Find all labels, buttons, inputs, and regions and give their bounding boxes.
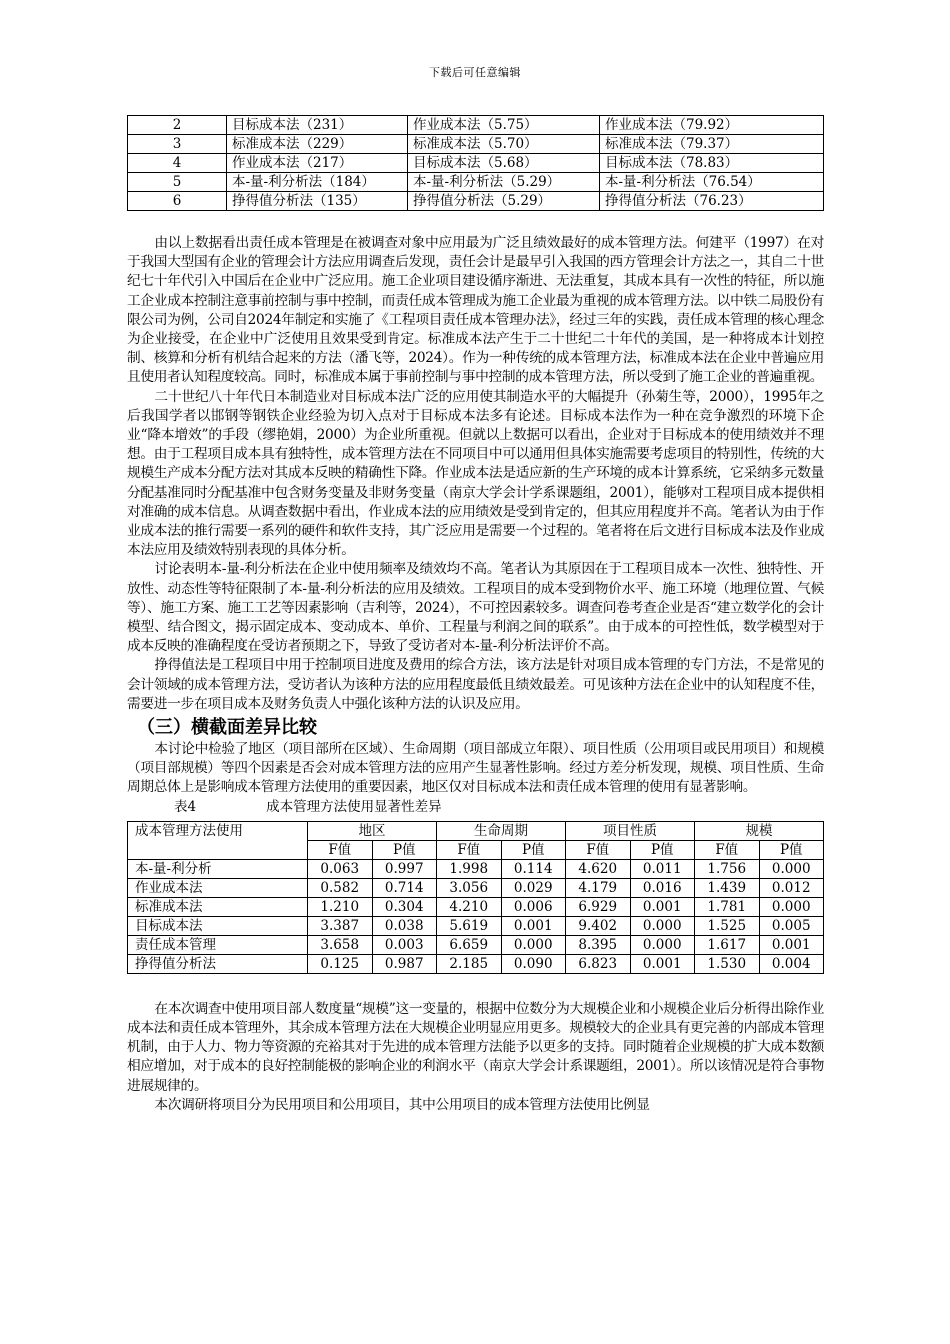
p-value-cell: 0.000 <box>759 897 824 916</box>
table-row <box>128 916 824 935</box>
rank-cell: 6 <box>128 192 227 211</box>
rank-cell: 4 <box>128 154 227 173</box>
method-name-cell: 作业成本法 <box>128 878 308 897</box>
p-value-cell: 0.016 <box>630 878 695 897</box>
f-value-cell: 3.056 <box>437 878 502 897</box>
count-cell: 作业成本法（217） <box>227 154 408 173</box>
frequency-cell: 目标成本法（5.68） <box>408 154 600 173</box>
count-cell: 标准成本法（229） <box>227 135 408 154</box>
f-header: F值 <box>437 840 502 859</box>
rank-cell: 5 <box>128 173 227 192</box>
table-row <box>128 154 824 173</box>
p-header: P值 <box>630 840 695 859</box>
f-value-cell: 4.179 <box>566 878 631 897</box>
performance-cell: 本-量-利分析法（76.54） <box>600 173 824 192</box>
f-value-cell: 1.756 <box>695 859 760 878</box>
performance-cell: 目标成本法（78.83） <box>600 154 824 173</box>
f-value-cell: 0.582 <box>308 878 373 897</box>
table-row <box>128 116 824 135</box>
p-value-cell: 0.001 <box>759 935 824 954</box>
p-value-cell: 0.038 <box>372 916 437 935</box>
f-value-cell: 4.210 <box>437 897 502 916</box>
f-value-cell: 4.620 <box>566 859 631 878</box>
f-value-cell: 6.929 <box>566 897 631 916</box>
body-paragraph: 本次调研将项目分为民用项目和公用项目，其中公用项目的成本管理方法使用比例显 <box>154 1096 650 1113</box>
p-value-cell: 0.000 <box>501 935 566 954</box>
group-header: 规模 <box>695 821 824 840</box>
f-value-cell: 3.387 <box>308 916 373 935</box>
p-value-cell: 0.011 <box>630 859 695 878</box>
table-row <box>128 135 824 154</box>
performance-cell: 挣得值分析法（76.23） <box>600 192 824 211</box>
body-paragraph: 挣得值法是工程项目中用于控制项目进度及费用的综合方法，该方法是针对项目成本管理的专门方法，不是常见的会计领域的成本管理方法，受访者认为该种方法的应用程度最低且绩效最差。可见该种方法在企业中的认知程度不佳，需要进一步在项目成本及财务负责人中强化该种方法的认识及应用。 <box>127 657 824 712</box>
corner-blank <box>128 840 308 859</box>
p-value-cell: 0.114 <box>501 859 566 878</box>
table-subheader-row <box>128 840 824 859</box>
count-cell: 目标成本法（231） <box>227 116 408 135</box>
f-header: F值 <box>695 840 760 859</box>
p-value-cell: 0.000 <box>630 916 695 935</box>
f-value-cell: 0.125 <box>308 954 373 973</box>
p-value-cell: 0.029 <box>501 878 566 897</box>
p-value-cell: 0.003 <box>372 935 437 954</box>
method-name-cell: 目标成本法 <box>128 916 308 935</box>
significance-table <box>127 821 824 974</box>
group-header: 生命周期 <box>437 821 566 840</box>
count-cell: 本-量-利分析法（184） <box>227 173 408 192</box>
rank-cell: 3 <box>128 135 227 154</box>
frequency-cell: 作业成本法（5.75） <box>408 116 600 135</box>
p-value-cell: 0.012 <box>759 878 824 897</box>
ranking-table <box>127 115 824 211</box>
p-value-cell: 0.000 <box>759 859 824 878</box>
f-value-cell: 1.525 <box>695 916 760 935</box>
f-value-cell: 6.659 <box>437 935 502 954</box>
table-title: 成本管理方法使用显著性差异 <box>266 798 442 815</box>
f-value-cell: 3.658 <box>308 935 373 954</box>
p-header: P值 <box>501 840 566 859</box>
p-value-cell: 0.090 <box>501 954 566 973</box>
p-value-cell: 0.005 <box>759 916 824 935</box>
p-value-cell: 0.001 <box>630 954 695 973</box>
performance-cell: 作业成本法（79.92） <box>600 116 824 135</box>
body-paragraph: 在本次调查中使用项目部人数度量“规模”这一变量的，根据中位数分为大规模企业和小规模企业后分析得出除作业成本法和责任成本管理外，其余成本管理方法在大规模企业明显应用更多。规模较大的企业具有更完善的内部成本管理机制，由于人力、物力等资源的充裕其对于先进的成本管理方法能予以更多的支持。同时随着企业规模的扩大成本数额相应增加，对于成本的良好控制能极的影响企业的利润水平（南京大学会计系课题组，2001）。所以该情况是符合事物进展规律的。 <box>127 1000 824 1094</box>
f-value-cell: 1.781 <box>695 897 760 916</box>
table-header-row <box>128 821 824 840</box>
p-value-cell: 0.304 <box>372 897 437 916</box>
f-value-cell: 8.395 <box>566 935 631 954</box>
f-header: F值 <box>308 840 373 859</box>
p-value-cell: 0.000 <box>630 935 695 954</box>
body-paragraph: 由以上数据看出责任成本管理是在被调查对象中应用最为广泛且绩效最好的成本管理方法。何建平（1997）在对于我国大型国有企业的管理会计方法应用调查后发现，责任会计是最早引入我国的西方管理会计方法之一，其自二十世纪七十年代引入中国后在企业中广泛应用。施工企业项目建设循序渐进、无法重复，其成本具有一次性的特征，所以施工企业成本控制注意事前控制与事中控制，而责任成本管理成为施工企业最为重视的成本管理方法。以中铁二局股份有限公司为例，公司自2024年制定和实施了《工程项目责任成本管理办法》，经过三年的实践，责任成本管理的核心理念为企业接受，在企业中广泛使用且效果受到肯定。标准成本法产生于二十世纪二十年代的美国，是一种将成本计划控制、核算和分析有机结合起来的方法（潘飞等，2024）。作为一种传统的成本管理方法，标准成本法在企业中普遍应用且使用者认知程度较高。同时，标准成本属于事前控制与事中控制的成本管理方法，所以受到了施工企业的普遍重视。 <box>127 235 824 386</box>
f-value-cell: 1.439 <box>695 878 760 897</box>
p-value-cell: 0.006 <box>501 897 566 916</box>
table-row <box>128 192 824 211</box>
group-header: 地区 <box>308 821 437 840</box>
method-name-cell: 责任成本管理 <box>128 935 308 954</box>
table-row <box>128 173 824 192</box>
table-caption <box>174 798 824 817</box>
f-value-cell: 1.530 <box>695 954 760 973</box>
count-cell: 挣得值分析法（135） <box>227 192 408 211</box>
table-row <box>128 954 824 973</box>
method-name-cell: 标准成本法 <box>128 897 308 916</box>
p-value-cell: 0.714 <box>372 878 437 897</box>
body-paragraph: 讨论表明本-量-利分析法在企业中使用频率及绩效均不高。笔者认为其原因在于工程项目成本一次性、独特性、开放性、动态性等特征限制了本-量-利分析法的应用及绩效。工程项目的成本受到物价水平、施工环境（地理位置、气候等）、施工方案、施工工艺等因素影响（吉利等，2024），不可控因素较多。调查问卷考查企业是否“建立数学化的会计模型、结合图文，揭示固定成本、变动成本、单价、工程量与利润之间的联系”。由于成本的可控性低，数学模型对于成本反映的准确程度在受访者预期之下，导致了受访者对本-量-利分析法评价不高。 <box>127 561 824 655</box>
table-row <box>128 878 824 897</box>
method-name-cell: 本-量-利分析 <box>128 859 308 878</box>
f-value-cell: 2.185 <box>437 954 502 973</box>
p-value-cell: 0.004 <box>759 954 824 973</box>
table-label: 表4 <box>174 798 197 815</box>
f-header: F值 <box>566 840 631 859</box>
frequency-cell: 本-量-利分析法（5.29） <box>408 173 600 192</box>
performance-cell: 标准成本法（79.37） <box>600 135 824 154</box>
p-header: P值 <box>372 840 437 859</box>
f-value-cell: 1.998 <box>437 859 502 878</box>
section-heading: （三）横截面差异比较 <box>137 717 317 739</box>
document-body <box>127 115 824 1115</box>
body-paragraph: 本讨论中检验了地区（项目部所在区域）、生命周期（项目部成立年限）、项目性质（公用项目或民用项目）和规模（项目部规模）等四个因素是否会对成本管理方法的应用产生显著性影响。经过方差分析发现，规模、项目性质、生命周期总体上是影响成本管理方法使用的重要因素，地区仅对目标成本法和责任成本管理的使用有显著影响。 <box>127 741 824 796</box>
f-value-cell: 1.210 <box>308 897 373 916</box>
f-value-cell: 0.063 <box>308 859 373 878</box>
frequency-cell: 挣得值分析法（5.29） <box>408 192 600 211</box>
table-row <box>128 897 824 916</box>
body-paragraph: 二十世纪八十年代日本制造业对目标成本法广泛的应用使其制造水平的大幅提升（孙菊生等，2000），1995年之后我国学者以邯钢等钢铁企业经验为切入点对于目标成本法多有论述。目标成本法作为一种在竞争激烈的环境下企业“降本增效”的手段（缪艳娟，2000）为企业所重视。但就以上数据可以看出，企业对于目标成本的使用绩效并不理想。由于工程项目成本具有独特性，成本管理方法在不同项目中可以通用但具体实施需要考虑项目的特别性，传统的大规模生产成本分配方法对其成本反映的精确性下降。作业成本法是适应新的生产环境的成本计算系统，它采纳多元数量分配基准同时分配基准中包含财务变量及非财务变量（南京大学会计学系课题组，2001），能够对工程项目成本提供相对准确的成本信息。从调查数据中看出，作业成本法的应用绩效是受到肯定的，但其应用程度并不高。笔者认为由于作业成本法的推行需要一系列的硬件和软件支持，其广泛应用是需要一个过程的。笔者将在后文进行目标成本法及作业成本法应用及绩效特别表现的具体分析。 <box>127 388 824 559</box>
p-value-cell: 0.997 <box>372 859 437 878</box>
frequency-cell: 标准成本法（5.70） <box>408 135 600 154</box>
table-row <box>128 859 824 878</box>
p-value-cell: 0.001 <box>501 916 566 935</box>
f-value-cell: 1.617 <box>695 935 760 954</box>
p-value-cell: 0.987 <box>372 954 437 973</box>
rank-cell: 2 <box>128 116 227 135</box>
page-header: 下载后可任意编辑 <box>429 66 521 79</box>
table-row <box>128 935 824 954</box>
corner-header: 成本管理方法使用 <box>128 821 308 840</box>
f-value-cell: 6.823 <box>566 954 631 973</box>
f-value-cell: 9.402 <box>566 916 631 935</box>
p-value-cell: 0.001 <box>630 897 695 916</box>
f-value-cell: 5.619 <box>437 916 502 935</box>
method-name-cell: 挣得值分析法 <box>128 954 308 973</box>
group-header: 项目性质 <box>566 821 695 840</box>
p-header: P值 <box>759 840 824 859</box>
